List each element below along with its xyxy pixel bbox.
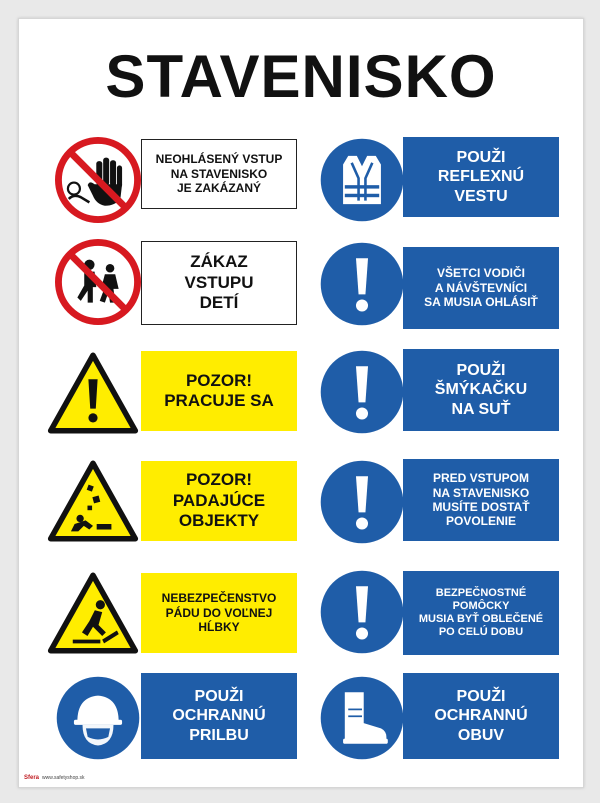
panel-line: POZOR! [185, 370, 253, 390]
panel-line: DETÍ [199, 293, 239, 313]
fall-danger-warning-icon [47, 571, 139, 655]
panel-line: NEBEZPEČENSTVO [161, 591, 277, 606]
panel-line: PADAJÚCE [172, 490, 266, 510]
warning-exclamation-icon [47, 351, 139, 435]
panel-permission-required [403, 459, 559, 541]
exclamation-icon [319, 349, 405, 435]
panel-line: SA MUSIA OHLÁSIŤ [424, 295, 538, 310]
panel-line: POUŽI [456, 688, 506, 706]
panel-line: MUSÍTE DOSTAŤ [432, 500, 530, 514]
panel-line: POUŽI [456, 362, 506, 380]
exclamation-icon [319, 569, 405, 655]
panel-line: NEOHLÁSENÝ VSTUP [155, 152, 283, 167]
panel-falling-objects [141, 461, 297, 541]
panel-line: OBJEKTY [178, 511, 260, 531]
footer-url: www.safetyshop.sk [42, 775, 85, 781]
panel-line: MUSIA BYŤ OBLEČENÉ [418, 613, 544, 625]
panel-line: HĹBKY [198, 620, 240, 635]
no-entry-hand-icon [55, 137, 141, 223]
panel-caution-work [141, 351, 297, 431]
panel-line: ZÁKAZ [190, 252, 248, 272]
falling-objects-warning-icon [47, 459, 139, 543]
panel-line: NA SUŤ [451, 400, 511, 418]
panel-line: BEZPEČNOSTNÉ [435, 586, 527, 599]
panel-line: OBUV [457, 726, 505, 744]
exclamation-icon [319, 459, 405, 545]
panel-no-unannounced-entry [141, 139, 297, 209]
footer [24, 775, 85, 781]
panel-line: PRACUJE SA [164, 391, 274, 410]
panel-safety-gear-required [403, 571, 559, 655]
panel-line: ŠMÝKAČKU [434, 381, 528, 399]
panel-use-boots [403, 673, 559, 759]
panel-line: JE ZAKÁZANÝ [176, 181, 261, 196]
panel-line: VSTUPU [184, 272, 254, 292]
panel-line: REFLEXNÚ [437, 168, 525, 186]
panel-line: POUŽI [456, 149, 506, 167]
panel-fall-danger [141, 573, 297, 653]
no-children-icon [55, 239, 141, 325]
panel-line: POZOR! [185, 470, 253, 490]
panel-line: NA STAVENISKO [432, 485, 530, 500]
panel-use-reflective-vest [403, 137, 559, 217]
panel-line: NA STAVENISKO [170, 166, 268, 181]
panel-line: POVOLENIE [445, 514, 516, 529]
footer-brand: Sfera [24, 775, 40, 781]
panel-line: PRILBU [189, 726, 249, 744]
panel-line: VŠETCI VODIČI [436, 266, 525, 281]
vest-icon [319, 137, 405, 223]
panel-use-helmet [141, 673, 297, 759]
panel-line: POUŽI [194, 688, 244, 706]
panel-line: PÁDU DO VOĽNEJ [165, 605, 273, 620]
panel-line: VESTU [454, 187, 508, 205]
panel-line: PO CELÚ DOBU [438, 626, 524, 639]
panel-line: POMÔCKY [452, 599, 510, 612]
panel-no-children [141, 241, 297, 325]
helmet-icon [55, 675, 141, 761]
panel-line: A NÁVŠTEVNÍCI [434, 280, 528, 295]
panel-drivers-must-report [403, 247, 559, 329]
sign-title: STAVENISKO [105, 43, 497, 110]
panel-line: PRED VSTUPOM [432, 471, 529, 486]
panel-use-debris-chute [403, 349, 559, 431]
panel-line: OCHRANNÚ [434, 707, 528, 725]
sign-sheet [18, 18, 584, 788]
panel-line: OCHRANNÚ [172, 707, 266, 725]
boot-icon [319, 675, 405, 761]
exclamation-icon [319, 241, 405, 327]
